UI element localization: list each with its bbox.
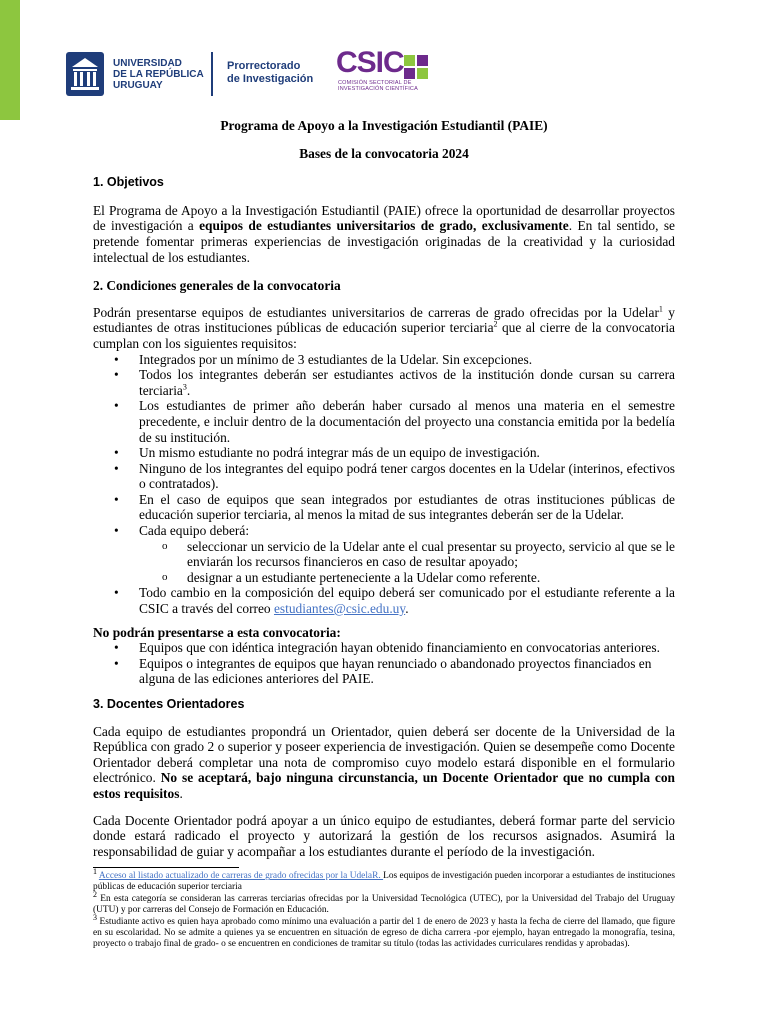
footnote-ref-3: 3 [182, 382, 187, 392]
list-item: • Todo cambio en la composición del equipo deberá ser comunicado por el estudiante referente a la CSIC a través del correo estudiantes@csic.edu.uy. [93, 585, 675, 616]
university-building-icon [66, 52, 104, 96]
sub-list [139, 539, 675, 586]
header-logos [66, 46, 706, 98]
list-item: • Equipos que con idéntica integración hayan obtenido financiamiento en convocatorias anteriores. [93, 640, 675, 656]
condiciones-intro: Podrán presentarse equipos de estudiantes universitarios de carreras de grado ofrecidas por la Udelar$^1$ y estudiantes de otras instituciones públicas de educación superior terciaria$^2$ que al cierre de la convocatoria cumplan con los siguientes requisitos: [93, 304, 675, 351]
footnote-1: $^1$ Acceso al listado actualizado de carreras de grado ofrecidas por la UdelaR. Los equipos de investigación pueden incorporar a estudiantes de instituciones públicas de educación superior terciaria [93, 867, 675, 893]
email-link[interactable]: estudiantes@csic.edu.uy [273, 601, 406, 617]
list-item: • Un mismo estudiante no podrá integrar más de un equipo de investigación. [93, 445, 675, 461]
csic-subtitle: COMISIÓN SECTORIAL DE INVESTIGACIÓN CIENTÍFICA [338, 80, 418, 92]
footnote-3: $^3$ Estudiante activo es quien haya aprobado como mínimo una evaluación a partir del 1 de enero de 2023 y hasta la fecha de cierre del llamado, que figure en su escolaridad. No se admite a quienes ya se encuentren en situación de egreso de dicha carrera -por ejemplo, hayan entregado la monografía, tesina, proyecto o trabajo final de grado- o se encuentren en condiciones de tramitar su título (todas las actividades curriculares rendidas y aprobadas). [93, 913, 676, 950]
section-docentes-heading: 3. Docentes Orientadores [93, 697, 245, 711]
accent-bar [0, 0, 20, 120]
list-item: • En el caso de equipos que sean integrados por estudiantes de otras instituciones públicas de educación superior terciaria, al menos la mitad de sus integrantes deberán ser de la Udelar. [93, 492, 675, 523]
list-item: • Todos los integrantes deberán ser estudiantes activos de la institución donde cursan su carrera terciaria$^3$. [93, 367, 675, 398]
list-item: • Cada equipo deberá: o seleccionar un servicio de la Udelar ante el cual presentar su proyecto, servicio al que se le enviarán los recursos financieros en caso de resultar apoyado; o designar a un estudiante perteneciente a la Udelar como referente. [93, 523, 675, 585]
docentes-paragraph-2: Cada Docente Orientador podrá apoyar a un único equipo de estudiantes, deberá formar parte del servicio donde estará radicado el proyecto y autorizará la gestión de los recursos asignados. Asumirá la responsabilidad de guiar y acompañar a los estudiantes durante el período de la investigación. [93, 812, 675, 859]
list-item: • Integrados por un mínimo de 3 estudiantes de la Udelar. Sin excepciones. [93, 352, 675, 368]
section-objetivos-heading: 1. Objetivos [93, 175, 164, 190]
list-item: • Ninguno de los integrantes del equipo podrá tener cargos docentes en la Udelar (interinos, efectivos o contratados). [93, 461, 675, 492]
csic-squares-icon [404, 55, 428, 79]
footnotes [93, 867, 676, 950]
objetivos-paragraph: El Programa de Apoyo a la Investigación Estudiantil (PAIE) ofrece la oportunidad de desarrollar proyectos de investigación a equipos de estudiantes universitarios de grado, exclusivamente. En tal sentido, se pretende fomentar primeras experiencias de investigación originadas de la creatividad y la curiosidad intelectual de los estudiantes. [93, 202, 675, 265]
udelar-name: UNIVERSIDAD DE LA REPÚBLICA URUGUAY [113, 58, 204, 91]
document-body [93, 118, 675, 951]
exclusions-list [93, 640, 675, 687]
document-title: Programa de Apoyo a la Investigación Estudiantil (PAIE) [220, 118, 548, 133]
footnote-divider [93, 867, 239, 868]
footnote-ref-1: 1 [658, 304, 663, 314]
footnote-ref-2: 2 [493, 319, 498, 329]
document-subtitle: Bases de la convocatoria 2024 [299, 145, 469, 161]
csic-logo [334, 46, 464, 98]
careers-list-link[interactable]: Acceso al listado actualizado de carreras de grado ofrecidas por la UdelaR. [98, 871, 384, 882]
sub-list-item: o seleccionar un servicio de la Udelar ante el cual presentar su proyecto, servicio al que se le enviarán los recursos financieros en caso de resultar apoyado; [139, 539, 675, 570]
section-condiciones-heading: 2. Condiciones generales de la convocatoria [93, 278, 341, 294]
csic-wordmark: CSIC [336, 46, 404, 79]
exclusions-heading: No podrán presentarse a esta convocatoria: [93, 624, 341, 640]
footnote-2: $^2$ En esta categoría se consideran las carreras terciarias ofrecidas por la Universidad Tecnológica (UTEC), por la Universidad del Trabajo del Uruguay (UTU) y por carreras del Consejo de Formación en Educación. [93, 890, 676, 916]
requirements-list [93, 352, 675, 617]
sub-list-item: o designar a un estudiante perteneciente a la Udelar como referente. [139, 570, 675, 586]
logo-divider [211, 52, 213, 96]
docentes-paragraph-1: Cada equipo de estudiantes propondrá un Orientador, quien deberá ser docente de la Universidad de la República con grado 2 o superior y poseer experiencia de investigación. Quien se desempeñe como Docente Orientador deberá completar una nota de compromiso cuyo modelo estará disponible en el formulario electrónico. No se aceptará, bajo ninguna circunstancia, un Docente Orientador que no cumpla con estos requisitos. [93, 723, 675, 801]
prorrectorado-label: Prorrectorado de Investigación [227, 60, 314, 85]
list-item: • Los estudiantes de primer año deberán haber cursado al menos una materia en el semestre precedente, e incluir dentro de la documentación del proyecto una constancia emitida por la bedelía de su institución. [93, 398, 675, 445]
list-item: • Equipos o integrantes de equipos que hayan renunciado o abandonado proyectos financiados en alguna de las ediciones anteriores del PAIE. [93, 656, 675, 687]
udelar-logo [66, 52, 206, 96]
